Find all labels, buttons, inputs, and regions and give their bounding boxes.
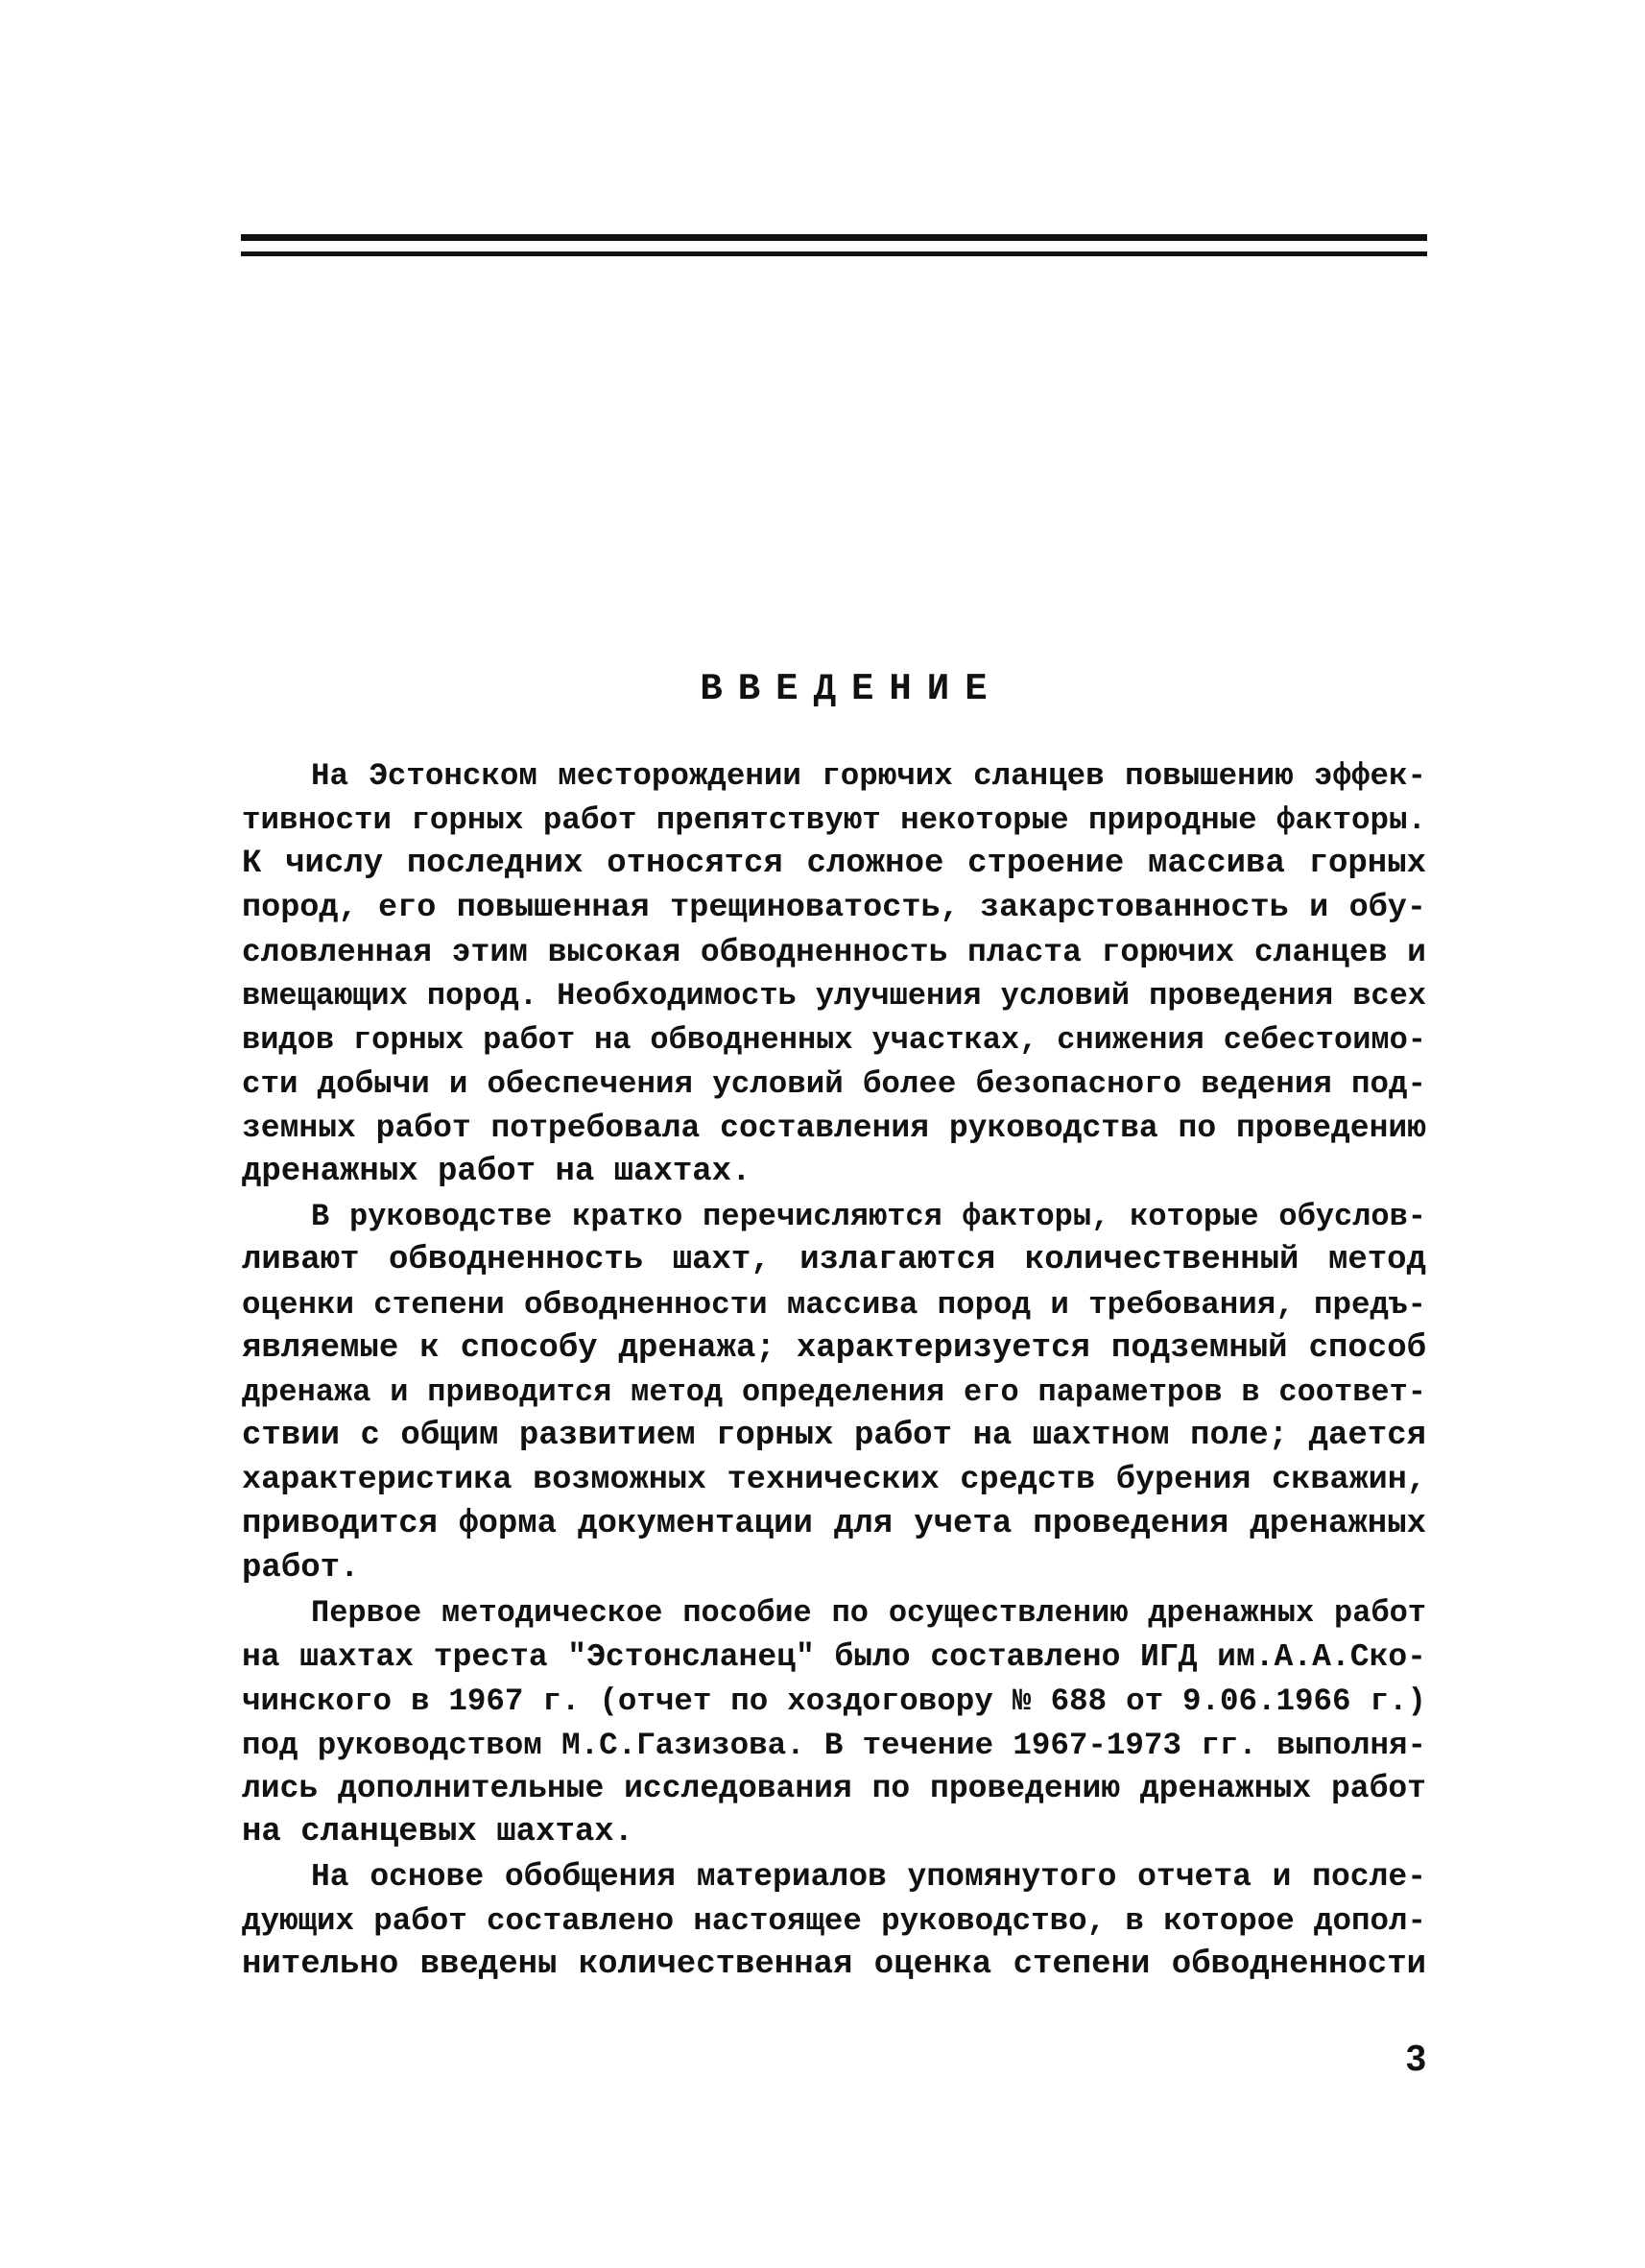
text-line: на сланцевых шахтах.	[242, 1814, 634, 1851]
header-rule-top	[241, 234, 1427, 241]
text-line: словленная этим высокая обводненность пласта горючих сланцев и	[242, 934, 1426, 970]
body-text	[242, 754, 1426, 1988]
text-line: ливают обводненность шахт, излагаются количественный метод	[242, 1241, 1426, 1278]
text-line: К числу последних относятся сложное строение массива горных	[242, 845, 1426, 882]
text-line: дренажа и приводится метод определения его параметров в соответ-	[242, 1374, 1426, 1411]
text-line: На основе обобщения материалов упомянутого отчета и после-	[311, 1859, 1426, 1896]
text-line: работ.	[242, 1550, 360, 1588]
text-line: являемые к способу дренажа; характеризуется подземный способ	[242, 1329, 1426, 1367]
text-line: тивности горных работ препятствуют некоторые природные факторы.	[242, 801, 1426, 838]
text-line: чинского в 1967 г. (отчет по хоздоговору № 688 от 9.06.1966 г.)	[242, 1683, 1426, 1719]
text-line: земных работ потребовала составления руководства по проведению	[242, 1110, 1426, 1147]
text-line: на шахтах треста "Эстонсланец" было составлено ИГД им.А.А.Ско-	[242, 1638, 1426, 1675]
page-number: 3	[1405, 2039, 1426, 2079]
text-line: Первое методическое пособие по осуществлению дренажных работ	[311, 1594, 1426, 1631]
text-line: дренажных работ на шахтах.	[242, 1154, 751, 1191]
text-line: сти добычи и обеспечения условий более безопасного ведения под-	[242, 1066, 1426, 1103]
text-line: приводится форма документации для учета проведения дренажных	[242, 1506, 1426, 1543]
text-line: В руководстве кратко перечисляются факторы, которые обуслов-	[311, 1198, 1426, 1234]
text-line: лись дополнительные исследования по проведению дренажных работ	[242, 1771, 1426, 1807]
header-rule-bottom	[241, 251, 1427, 256]
text-line: нительно введены количественная оценка степени обводненности	[242, 1946, 1426, 1984]
section-heading: ВВЕДЕНИЕ	[700, 668, 1003, 710]
text-line: видов горных работ на обводненных участках, снижения себестоимо-	[242, 1022, 1426, 1059]
text-line: оценки степени обводненности массива пород и требования, предъ-	[242, 1286, 1426, 1323]
text-line: характеристика возможных технических средств бурения скважин,	[242, 1462, 1426, 1499]
text-line: дующих работ составлено настоящее руководство, в которое допол-	[242, 1903, 1426, 1940]
text-line: На Эстонском месторождении горючих сланцев повышению эффек-	[311, 758, 1426, 794]
text-line: под руководством М.С.Газизова. В течение 1967-1973 гг. выполня-	[242, 1727, 1426, 1763]
text-line: ствии с общим развитием горных работ на шахтном поле; дается	[242, 1418, 1426, 1455]
text-line: пород, его повышенная трещиноватость, закарстованность и обу-	[242, 889, 1426, 926]
text-line: вмещающих пород. Необходимость улучшения условий проведения всех	[242, 978, 1426, 1015]
